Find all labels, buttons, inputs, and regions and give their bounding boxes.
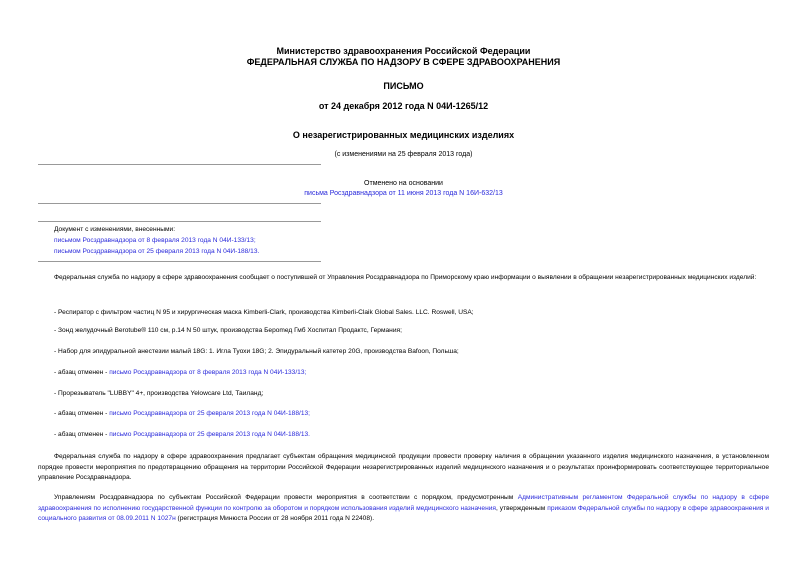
list-item-prefix: - абзац отменен - xyxy=(54,410,110,417)
order-link[interactable]: приказом Федеральной службы по надзору в сфере здравоохранения и социального развития от 08.09.2011 N 1027н xyxy=(38,504,769,522)
directive-text: (регистрация Минюста России от 28 ноября 2011 года N 22408). xyxy=(175,515,375,522)
divider xyxy=(38,221,321,222)
directive-text: , утвержденным xyxy=(495,504,548,512)
cancel-link-wrap xyxy=(0,190,807,197)
list-item: - Набор для эпидуральной анестезии малый 18G: 1. Игла Туохи 18G; 2. Эпидуральный катетер 20G, производства Bafoon, Польша; xyxy=(54,348,459,355)
list-item-prefix: - абзац отменен - xyxy=(54,431,110,438)
changes-link-wrap xyxy=(54,236,256,246)
list-item xyxy=(54,410,310,417)
directive-paragraph xyxy=(38,493,769,525)
list-item: - Прорезыватель "LUBBY" 4+, производства Yelowcare Ltd, Таиланд; xyxy=(54,390,264,397)
directive-text: Управлениям Росздравнадзора по субъектам Российской Федерации провести мероприятия в соответствии с порядком, предусмотренным xyxy=(54,494,518,501)
list-item-link[interactable]: письмо Росздравнадзора от 8 февраля 2013 года N 04И-133/13; xyxy=(109,369,307,376)
cancel-link[interactable]: письма Росздравнадзора от 11 июня 2013 года N 16И-632/13 xyxy=(304,190,503,197)
divider xyxy=(38,261,321,262)
list-item-link[interactable]: письмо Росздравнадзора от 25 февраля 2013 года N 04И-188/13. xyxy=(109,431,310,438)
changes-link-wrap xyxy=(54,247,259,257)
changes-link-1[interactable]: письмом Росздравнадзора от 8 февраля 2013 года N 04И-133/13; xyxy=(54,237,256,244)
list-item xyxy=(54,431,310,438)
list-item: - Зонд желудочный Berotube® 110 см, р.14 N 50 штук, производства Бероmед Гмб Хоспитал Продактс, Германия; xyxy=(54,327,402,334)
list-item-prefix: - абзац отменен - xyxy=(54,369,110,376)
service-title: ФЕДЕРАЛЬНАЯ СЛУЖБА ПО НАДЗОРУ В СФЕРЕ ЗДРАВООХРАНЕНИЯ xyxy=(246,57,561,67)
proposal-paragraph: Федеральная служба по надзору в сфере здравоохранения предлагает субъектам обращения медицинской продукции провести проверку наличия в обращении указанного изделия медицинского назначения, в установленном порядке провести мероприятия по предотвращению обращения на территории Российской Федерации незарегистрированных изделий медицинского назначения и о результатах проинформировать соответствующее территориальное управление Росздравнадзора. xyxy=(38,453,769,481)
changes-note: (с изменениями на 25 февраля 2013 года) xyxy=(334,151,473,158)
list-item: - Респиратор с фильтром частиц N 95 и хирургическая маска Kimberli-Clark, производства Kimberli-Claik Global Sales. LLC. Roswell, USA; xyxy=(54,309,474,316)
divider xyxy=(38,164,321,165)
list-item xyxy=(54,369,306,376)
changes-link-2[interactable]: письмом Росздравнадзора от 25 февраля 2013 года N 04И-188/13. xyxy=(54,248,260,255)
changes-intro: Документ с изменениями, внесенными: xyxy=(54,226,176,233)
ministry-title: Министерство здравоохранения Российской Федерации xyxy=(276,46,531,56)
regulation-link[interactable]: Административным регламентом Федеральной службы по надзору в сфере здравоохранения по исполнению государственной функции по контролю за оборотом и порядком использования изделий медицинского назначения xyxy=(38,494,769,512)
cancel-label: Отменено на основании xyxy=(364,180,443,187)
document-date-number: от 24 декабря 2012 года N 04И-1265/12 xyxy=(318,101,489,111)
divider xyxy=(38,203,321,204)
intro-paragraph: Федеральная служба по надзору в сфере здравоохранения сообщает о поступившей от Управления Росздравнадзора по Приморскому краю информации о выявлении в обращении незарегистрированных медицинских изделий: xyxy=(54,274,757,281)
document-type: ПИСЬМО xyxy=(383,81,424,91)
document-subject: О незарегистрированных медицинских изделиях xyxy=(292,130,515,140)
list-item-link[interactable]: письмо Росздравнадзора от 25 февраля 2013 года N 04И-188/13; xyxy=(109,410,310,417)
